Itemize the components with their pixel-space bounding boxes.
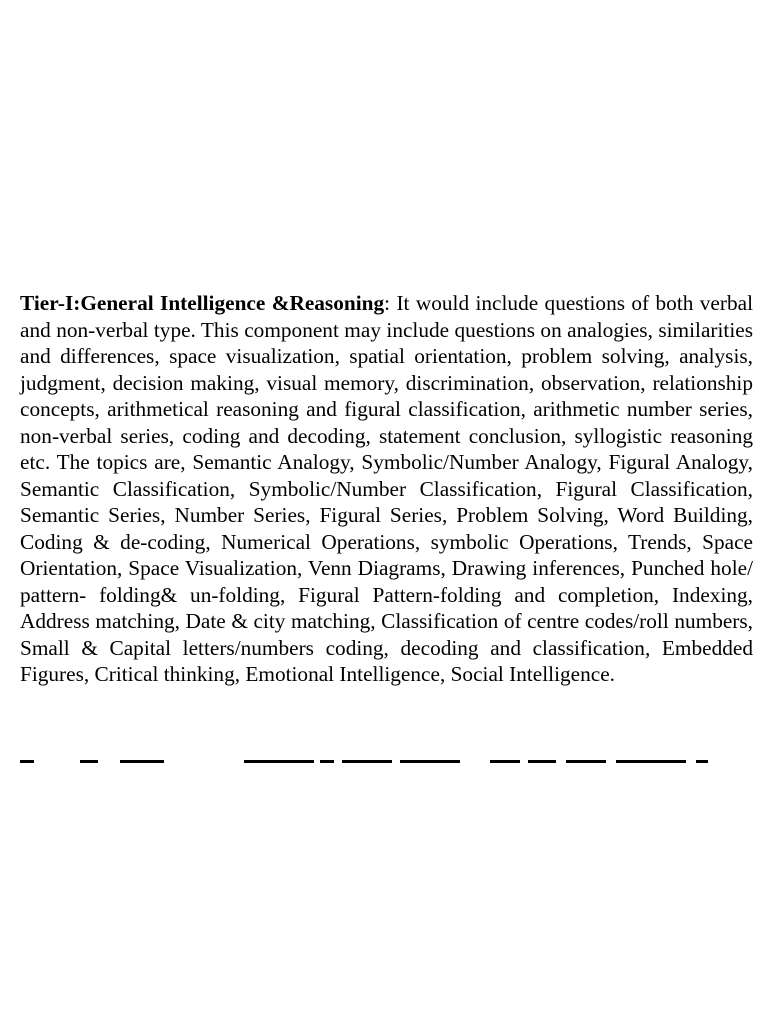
text-fragment — [342, 760, 392, 763]
text-fragment — [120, 760, 164, 763]
text-fragment — [320, 760, 334, 763]
truncated-next-line — [20, 757, 753, 766]
text-fragment — [616, 760, 686, 763]
text-fragment — [400, 760, 460, 763]
text-fragment — [80, 760, 98, 763]
text-fragment — [528, 760, 556, 763]
section-heading: Tier-I:General Intelligence &Reasoning — [20, 291, 385, 316]
reasoning-section-paragraph — [20, 290, 753, 688]
text-fragment — [490, 760, 520, 763]
heading-colon: : — [384, 291, 391, 316]
text-fragment — [20, 760, 34, 763]
text-fragment — [244, 760, 314, 763]
text-fragment — [566, 760, 606, 763]
text-fragment — [696, 760, 708, 763]
section-body-text: It would include questions of both verbal and non-verbal type. This component may include questions on analogies, similarities and differences, space visualization, spatial orientation, problem solving, analysis, judgment, decision making, visual memory, discrimination, observation, relationship concepts, arithmetical reasoning and figural classification, arithmetic number series, non-verbal series, coding and decoding, statement conclusion, syllogistic reasoning etc. The topics are, Semantic Analogy, Symbolic/Number Analogy, Figural Analogy, Semantic Classification, Symbolic/Number Classification, Figural Classification, Semantic Series, Number Series, Figural Series, Problem Solving, Word Building, Coding & de-coding, Numerical Operations, symbolic Operations, Trends, Space Orientation, Space Visualization, Venn Diagrams, Drawing inferences, Punched hole/ pattern- folding& un-folding, Figural Pattern-folding and completion, Indexing, Address matching, Date & city matching, Classification of centre codes/roll numbers, Small & Capital letters/numbers coding, decoding and classification, Embedded Figures, Critical thinking, Emotional Intelligence, Social Intelligence. — [20, 291, 753, 687]
